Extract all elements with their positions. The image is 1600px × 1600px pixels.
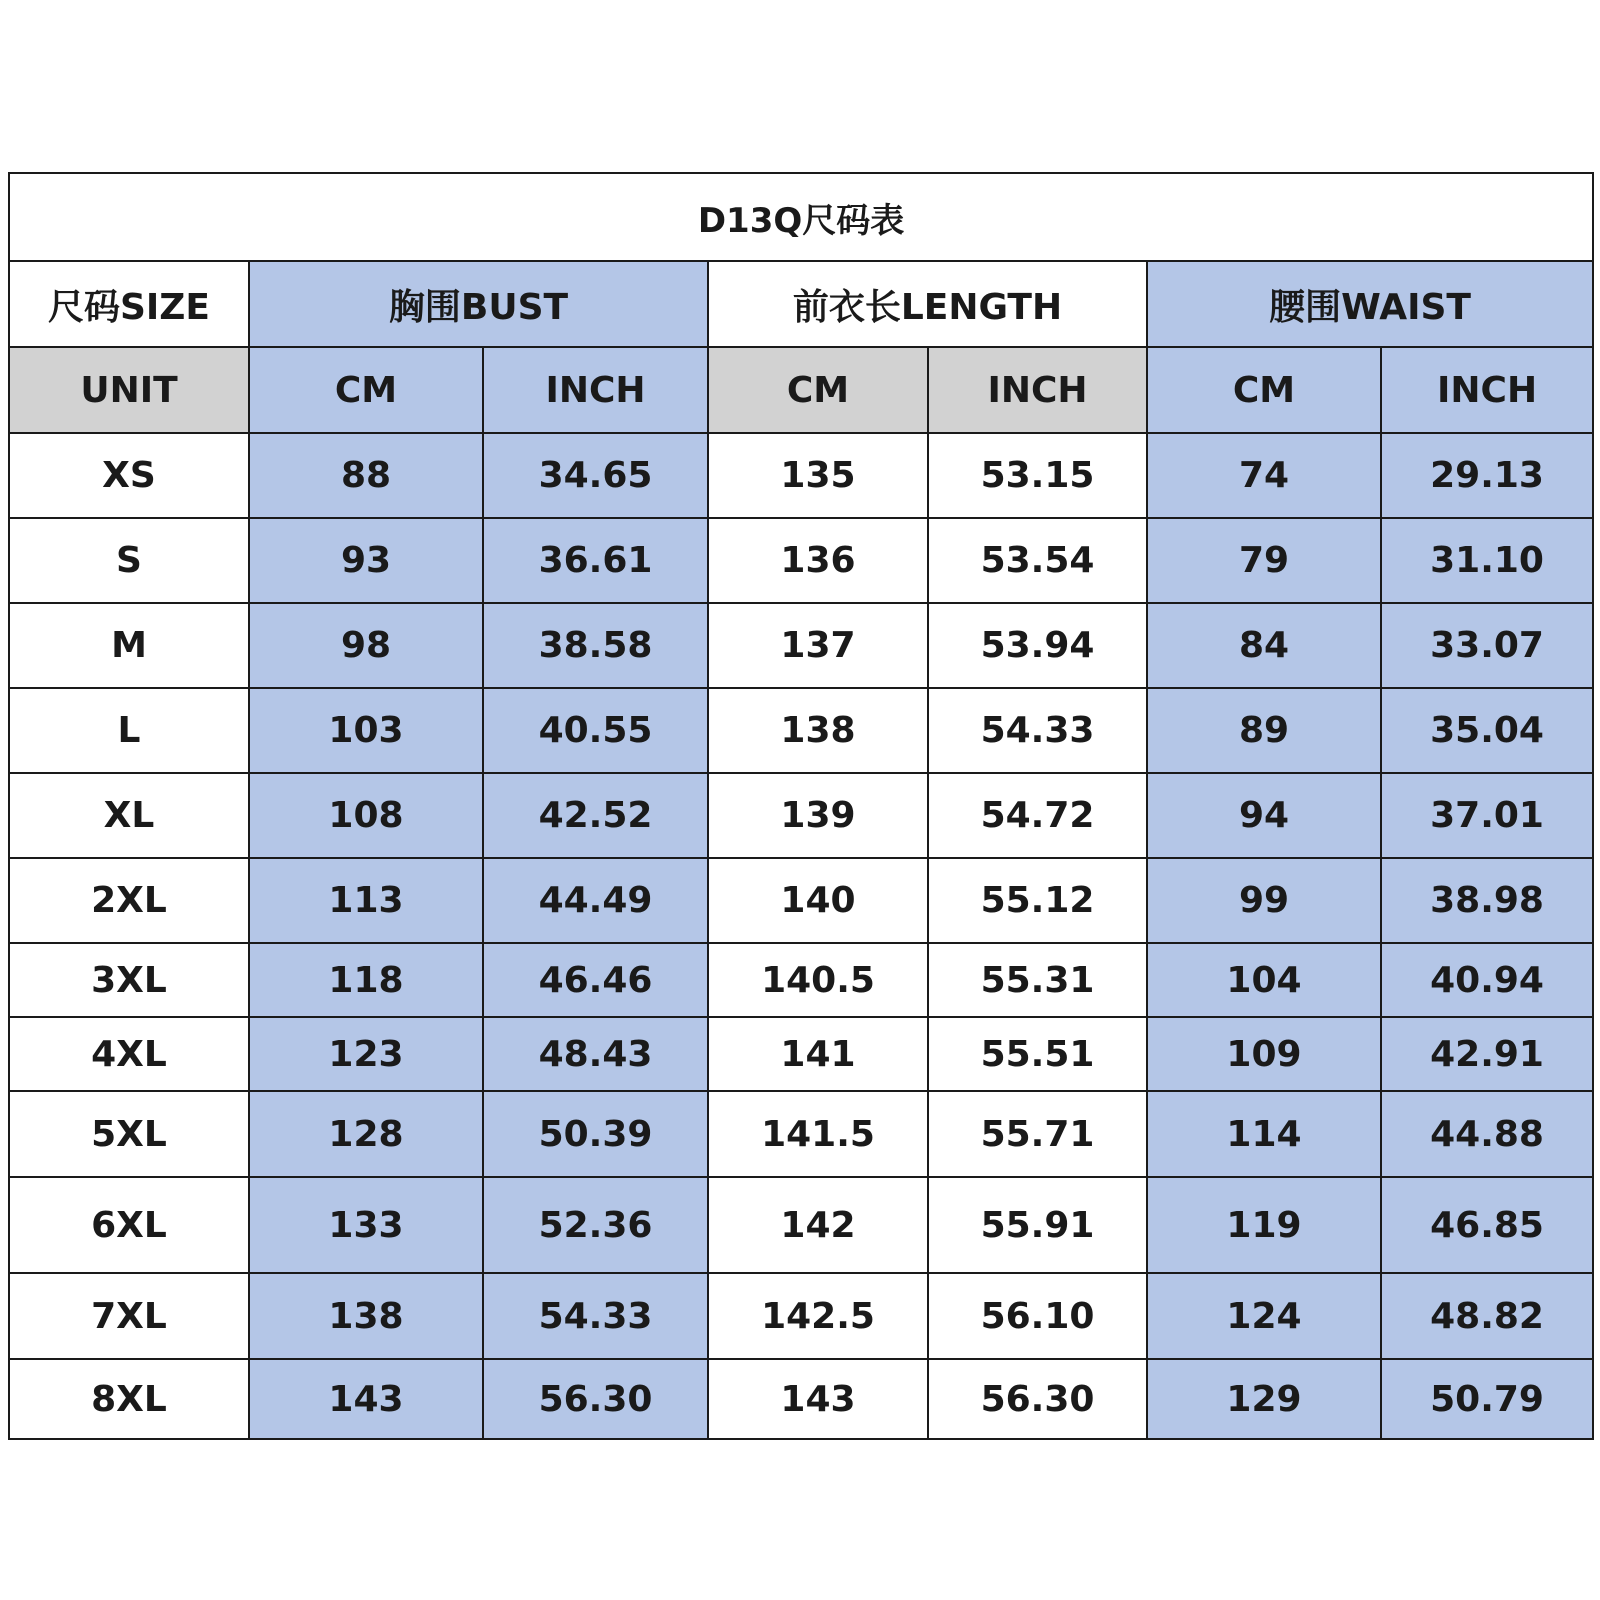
table-row: [9, 1359, 1593, 1439]
length-inch-cell: 55.12: [928, 858, 1147, 943]
bust-inch-header: INCH: [483, 347, 708, 433]
waist-inch-cell: 42.91: [1381, 1017, 1593, 1091]
length-cm-cell: 135: [708, 433, 928, 518]
size-chart-table: [8, 172, 1594, 1440]
length-inch-cell: 56.30: [928, 1359, 1147, 1439]
table-title: D13Q尺码表: [9, 173, 1593, 261]
table-row: [9, 688, 1593, 773]
length-inch-cell: 54.72: [928, 773, 1147, 858]
bust-cm-cell: 108: [249, 773, 483, 858]
bust-cm-cell: 133: [249, 1177, 483, 1273]
bust-cm-header: CM: [249, 347, 483, 433]
length-inch-cell: 54.33: [928, 688, 1147, 773]
bust-cm-cell: 143: [249, 1359, 483, 1439]
waist-inch-cell: 48.82: [1381, 1273, 1593, 1359]
size-cell: 8XL: [9, 1359, 249, 1439]
waist-cm-header: CM: [1147, 347, 1381, 433]
waist-inch-cell: 38.98: [1381, 858, 1593, 943]
length-cm-cell: 138: [708, 688, 928, 773]
bust-cm-cell: 93: [249, 518, 483, 603]
waist-cm-cell: 79: [1147, 518, 1381, 603]
size-cell: 6XL: [9, 1177, 249, 1273]
title-row: [9, 173, 1593, 261]
table-row: [9, 1091, 1593, 1177]
size-header: 尺码SIZE: [9, 261, 249, 347]
bust-inch-cell: 40.55: [483, 688, 708, 773]
waist-cm-cell: 104: [1147, 943, 1381, 1017]
size-cell: 4XL: [9, 1017, 249, 1091]
bust-inch-cell: 34.65: [483, 433, 708, 518]
bust-cm-cell: 113: [249, 858, 483, 943]
bust-cm-cell: 103: [249, 688, 483, 773]
waist-inch-cell: 33.07: [1381, 603, 1593, 688]
bust-inch-cell: 50.39: [483, 1091, 708, 1177]
size-cell: XS: [9, 433, 249, 518]
length-inch-cell: 55.51: [928, 1017, 1147, 1091]
length-cm-cell: 137: [708, 603, 928, 688]
bust-inch-cell: 56.30: [483, 1359, 708, 1439]
table-row: [9, 1273, 1593, 1359]
bust-inch-cell: 48.43: [483, 1017, 708, 1091]
bust-cm-cell: 123: [249, 1017, 483, 1091]
size-cell: L: [9, 688, 249, 773]
bust-inch-cell: 54.33: [483, 1273, 708, 1359]
waist-cm-cell: 84: [1147, 603, 1381, 688]
length-cm-header: CM: [708, 347, 928, 433]
length-inch-cell: 55.31: [928, 943, 1147, 1017]
waist-cm-cell: 129: [1147, 1359, 1381, 1439]
table-row: [9, 1177, 1593, 1273]
bust-inch-cell: 38.58: [483, 603, 708, 688]
waist-cm-cell: 74: [1147, 433, 1381, 518]
size-cell: XL: [9, 773, 249, 858]
length-cm-cell: 140.5: [708, 943, 928, 1017]
length-inch-cell: 53.54: [928, 518, 1147, 603]
group-header-row: [9, 261, 1593, 347]
table-row: [9, 773, 1593, 858]
waist-inch-cell: 29.13: [1381, 433, 1593, 518]
waist-cm-cell: 94: [1147, 773, 1381, 858]
bust-cm-cell: 88: [249, 433, 483, 518]
bust-cm-cell: 118: [249, 943, 483, 1017]
table-row: [9, 433, 1593, 518]
length-cm-cell: 141: [708, 1017, 928, 1091]
bust-inch-cell: 42.52: [483, 773, 708, 858]
waist-cm-cell: 124: [1147, 1273, 1381, 1359]
length-inch-header: INCH: [928, 347, 1147, 433]
bust-cm-cell: 138: [249, 1273, 483, 1359]
size-cell: 7XL: [9, 1273, 249, 1359]
waist-inch-cell: 50.79: [1381, 1359, 1593, 1439]
waist-inch-cell: 35.04: [1381, 688, 1593, 773]
unit-row: [9, 347, 1593, 433]
waist-inch-header: INCH: [1381, 347, 1593, 433]
waist-cm-cell: 114: [1147, 1091, 1381, 1177]
length-header: 前衣长LENGTH: [708, 261, 1147, 347]
length-inch-cell: 55.91: [928, 1177, 1147, 1273]
table-row: [9, 858, 1593, 943]
length-cm-cell: 141.5: [708, 1091, 928, 1177]
length-cm-cell: 140: [708, 858, 928, 943]
waist-inch-cell: 37.01: [1381, 773, 1593, 858]
length-cm-cell: 142.5: [708, 1273, 928, 1359]
waist-inch-cell: 46.85: [1381, 1177, 1593, 1273]
waist-inch-cell: 31.10: [1381, 518, 1593, 603]
waist-inch-cell: 40.94: [1381, 943, 1593, 1017]
waist-inch-cell: 44.88: [1381, 1091, 1593, 1177]
size-cell: M: [9, 603, 249, 688]
bust-cm-cell: 128: [249, 1091, 483, 1177]
bust-inch-cell: 46.46: [483, 943, 708, 1017]
bust-cm-cell: 98: [249, 603, 483, 688]
unit-label: UNIT: [9, 347, 249, 433]
size-cell: S: [9, 518, 249, 603]
length-cm-cell: 143: [708, 1359, 928, 1439]
bust-inch-cell: 52.36: [483, 1177, 708, 1273]
length-cm-cell: 139: [708, 773, 928, 858]
table-row: [9, 943, 1593, 1017]
waist-header: 腰围WAIST: [1147, 261, 1593, 347]
waist-cm-cell: 89: [1147, 688, 1381, 773]
table-row: [9, 1017, 1593, 1091]
length-inch-cell: 55.71: [928, 1091, 1147, 1177]
length-cm-cell: 136: [708, 518, 928, 603]
length-inch-cell: 53.15: [928, 433, 1147, 518]
bust-inch-cell: 44.49: [483, 858, 708, 943]
table-row: [9, 518, 1593, 603]
size-cell: 2XL: [9, 858, 249, 943]
length-cm-cell: 142: [708, 1177, 928, 1273]
bust-header: 胸围BUST: [249, 261, 708, 347]
waist-cm-cell: 99: [1147, 858, 1381, 943]
waist-cm-cell: 119: [1147, 1177, 1381, 1273]
length-inch-cell: 53.94: [928, 603, 1147, 688]
length-inch-cell: 56.10: [928, 1273, 1147, 1359]
table-row: [9, 603, 1593, 688]
waist-cm-cell: 109: [1147, 1017, 1381, 1091]
bust-inch-cell: 36.61: [483, 518, 708, 603]
size-cell: 5XL: [9, 1091, 249, 1177]
size-cell: 3XL: [9, 943, 249, 1017]
